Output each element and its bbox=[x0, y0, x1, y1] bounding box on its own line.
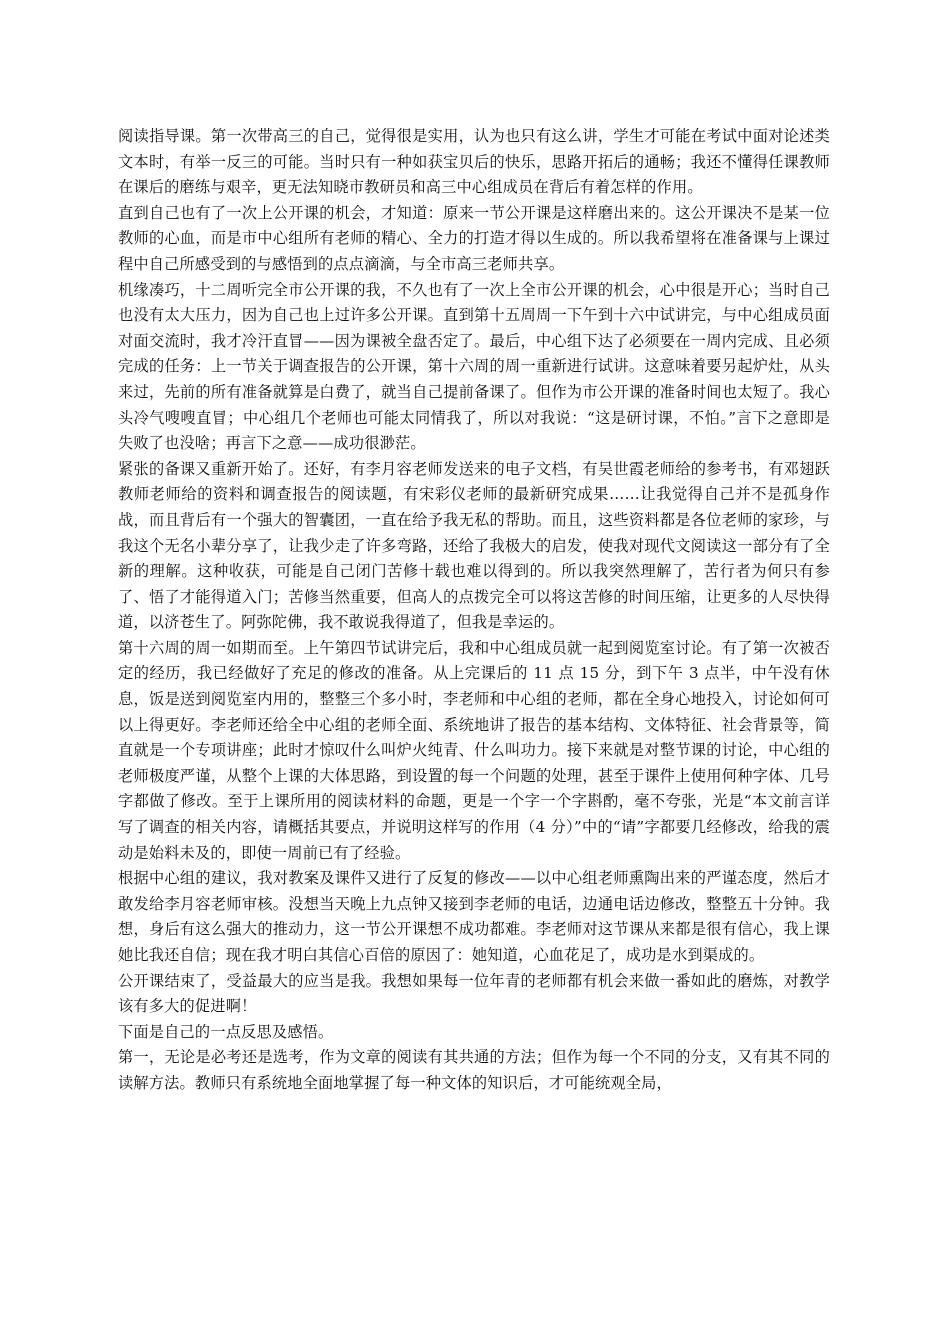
document-body bbox=[118, 124, 830, 1097]
paragraph: 公开课结束了，受益最大的应当是我。我想如果每一位年青的老师都有机会来做一番如此的磨炼，对教学该有多大的促进啊！ bbox=[118, 971, 830, 1016]
paragraph: 第十六周的周一如期而至。上午第四节试讲完后，我和中心组成员就一起到阅览室讨论。有了第一次被否定的经历，我已经做好了充足的修改的准备。从上完课后的 11 点 15 分，到下午 3 点半，中午没有休息，饭是送到阅览室内用的，整整三个多小时，李老师和中心组的老师，都在全身心地投入，讨论如何可以上得更好。李老师还给全中心组的老师全面、系统地讲了报告的基本结构、文体特征、社会背景等，简直就是一个专项讲座；此时才惊叹什么叫炉火纯青、什么叫功力。接下来就是对整节课的讨论，中心组的老师极度严谨，从整个上课的大体思路，到设置的每一个问题的处理，甚至于课件上使用何种字体、几号字都做了修改。至于上课所用的阅读材料的命题，更是一个字一个字斟酌，毫不夸张，光是“本文前言详写了调查的相关内容，请概括其要点，并说明这样写的作用（4 分）”中的“请”字都要几经修改，给我的震动是始料未及的，即使一周前已有了经验。 bbox=[118, 638, 830, 862]
paragraph: 机缘凑巧，十二周听完全市公开课的我，不久也有了一次上全市公开课的机会，心中很是开心；当时自己也没有太大压力，因为自己也上过许多公开课。直到第十五周周一下午到十六中试讲完，与中心组成员面对面交流时，我才冷汗直冒——因为课被全盘否定了。最后，中心组下达了必须要在一周内完成、且必须完成的任务：上一节关于调查报告的公开课，第十六周的周一重新进行试讲。这意味着要另起炉灶，从头来过，先前的所有准备就算是白费了，就当自己提前备课了。但作为市公开课的准备时间也太短了。我心头冷气嗖嗖直冒；中心组几个老师也可能太同情我了，所以对我说：“这是研讨课，不怕。”言下之意即是失败了也没啥；再言下之意——成功很渺茫。 bbox=[118, 280, 830, 453]
paragraph: 第一，无论是必考还是选考，作为文章的阅读有其共通的方法；但作为每一个不同的分支，又有其不同的读解方法。教师只有系统地全面地掌握了每一种文体的知识后，才可能统观全局， bbox=[118, 1048, 830, 1092]
paragraph: 直到自己也有了一次上公开课的机会，才知道：原来一节公开课是这样磨出来的。这公开课决不是某一位教师的心血，而是市中心组所有老师的精心、全力的打造才得以生成的。所以我希望将在准备课与上课过程中自己所感受到的与感悟到的点点滴滴，与全市高三老师共享。 bbox=[118, 203, 830, 273]
paragraph: 紧张的备课又重新开始了。还好，有李月容老师发送来的电子文档，有吴世霞老师给的参考书，有邓翅跃教师老师给的资料和调查报告的阅读题，有宋彩仪老师的最新研究成果……让我觉得自己并不是孤身作战，而且背后有一个强大的智囊团，一直在给予我无私的帮助。而且，这些资料都是各位老师的家珍，与我这个无名小辈分享了，让我少走了许多弯路，还给了我极大的启发，使我对现代文阅读这一部分有了全新的理解。这种收获，可能是自己闭门苦修十载也难以得到的。所以我突然理解了，苦行者为何只有参了、悟了才能得道入门；苦修当然重要，但高人的点拨完全可以将这苦修的时间压缩，让更多的人尽快得道，以济苍生了。阿弥陀佛，我不敢说我得道了，但我是幸运的。 bbox=[118, 459, 830, 632]
paragraph: 根据中心组的建议，我对教案及课件又进行了反复的修改——以中心组老师熏陶出来的严谨态度，然后才敢发给李月容老师审核。没想当天晚上九点钟又接到李老师的电话，边通电话边修改，整整五十分钟。我想，身后有这么强大的推动力，这一节公开课想不成功都难。李老师对这节课从来都是很有信心，我上课她比我还自信；现在我才明白其信心百倍的原因了：她知道，心血花足了，成功是水到渠成的。 bbox=[118, 869, 830, 964]
paragraph: 阅读指导课。第一次带高三的自己，觉得很是实用，认为也只有这么讲，学生才可能在考试中面对论述类文本时，有举一反三的可能。当时只有一种如获宝贝后的快乐，思路开拓后的通畅；我还不懂得任课教师在课后的磨练与艰辛，更无法知晓市教研员和高三中心组成员在背后有着怎样的作用。 bbox=[118, 127, 830, 197]
paragraph: 下面是自己的一点反思及感悟。 bbox=[118, 1022, 334, 1041]
